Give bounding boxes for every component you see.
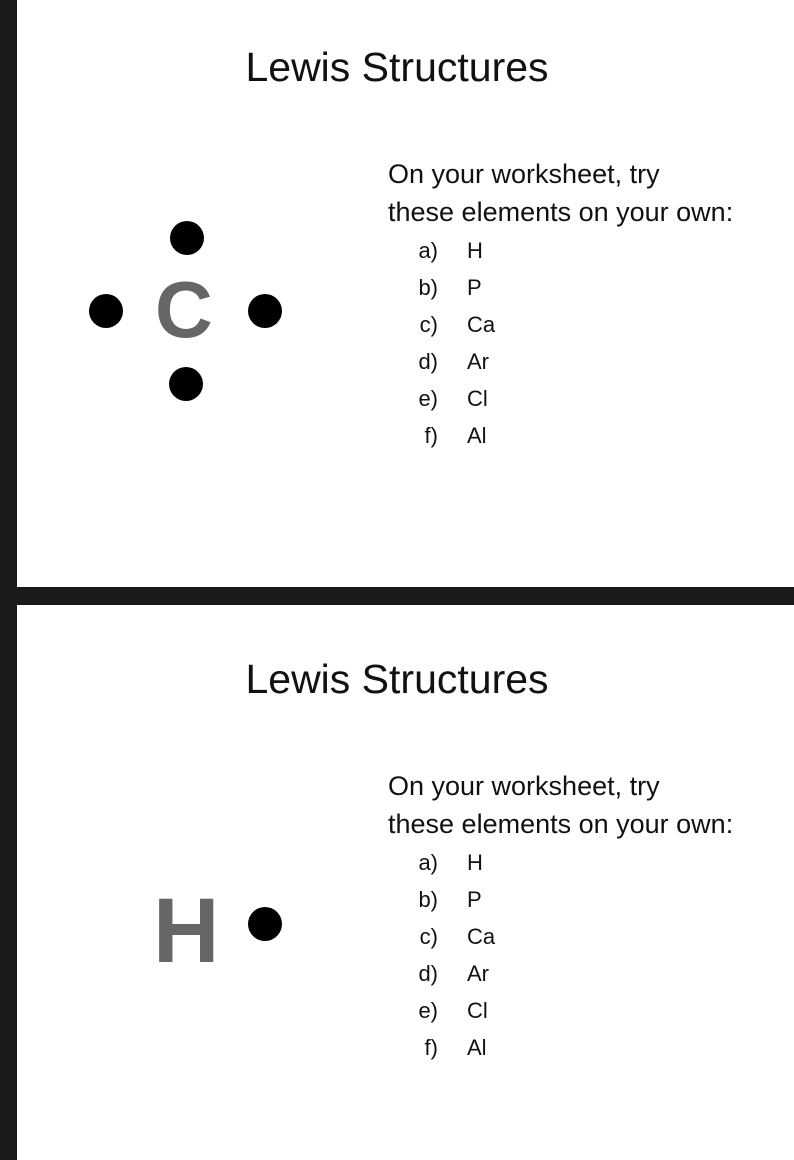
valence-dot-bottom (169, 367, 203, 401)
element-symbol: Al (467, 1035, 487, 1060)
list-item (410, 380, 495, 417)
list-item (410, 1029, 495, 1066)
valence-dot-right (248, 294, 282, 328)
valence-dot-top (170, 221, 204, 255)
list-marker: d) (418, 349, 438, 374)
list-marker: c) (419, 924, 438, 949)
element-symbol: Ca (467, 312, 496, 337)
element-symbol: P (467, 887, 482, 912)
element-symbol: Al (467, 423, 487, 448)
instructions (388, 767, 733, 843)
list-item (410, 269, 495, 306)
element-symbol: H (467, 850, 483, 875)
list-marker: c) (419, 312, 438, 337)
slide-2 (17, 605, 794, 1160)
element-symbol: Cl (467, 998, 488, 1023)
list-marker: e) (418, 386, 438, 411)
list-item (410, 992, 495, 1029)
valence-dot-right (248, 907, 282, 941)
instruction-line: On your worksheet, try (388, 159, 660, 189)
element-symbol: H (467, 238, 483, 263)
list-item (410, 306, 495, 343)
list-item (410, 881, 495, 918)
element-list (410, 232, 495, 454)
element-symbol: Ar (467, 961, 489, 986)
list-item (410, 918, 495, 955)
slide-title: Lewis Structures (245, 656, 549, 702)
instruction-line: On your worksheet, try (388, 771, 660, 801)
element-symbol: Ca (467, 924, 496, 949)
list-marker: a) (418, 238, 438, 263)
list-item (410, 343, 495, 380)
list-marker: b) (418, 887, 438, 912)
slide-title: Lewis Structures (245, 44, 549, 90)
list-item (410, 232, 495, 269)
lewis-symbol-carbon: C (155, 265, 213, 354)
list-item (410, 417, 495, 454)
instructions (388, 155, 733, 231)
list-item (410, 844, 495, 881)
list-marker: e) (418, 998, 438, 1023)
list-marker: f) (424, 423, 438, 448)
element-symbol: Ar (467, 349, 489, 374)
instruction-line: these elements on your own: (388, 809, 734, 839)
list-marker: a) (418, 850, 438, 875)
lewis-symbol-hydrogen: H (153, 880, 220, 982)
element-symbol: Cl (467, 386, 488, 411)
element-symbol: P (467, 275, 482, 300)
list-marker: f) (424, 1035, 438, 1060)
element-list (410, 844, 495, 1066)
list-marker: b) (418, 275, 438, 300)
valence-dot-left (89, 294, 123, 328)
list-item (410, 955, 495, 992)
instruction-line: these elements on your own: (388, 197, 734, 227)
list-marker: d) (418, 961, 438, 986)
slide-1 (17, 0, 794, 587)
